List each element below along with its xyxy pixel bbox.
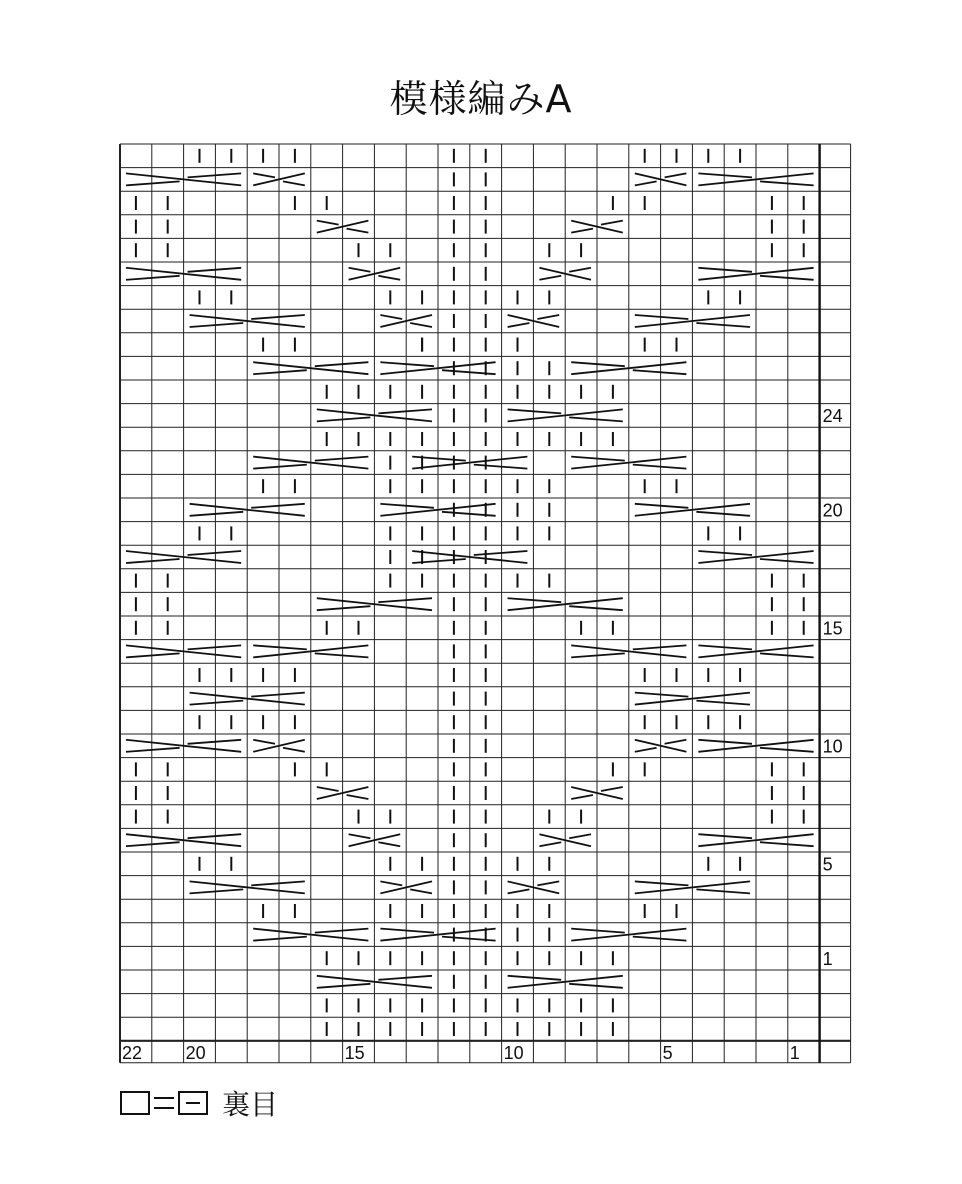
cable-cross: [378, 409, 432, 413]
cable-cross: [601, 221, 623, 225]
cable-cross: [601, 787, 623, 791]
column-number-label: 20: [185, 1042, 206, 1063]
cable-cross: [378, 598, 432, 602]
cable-cross: [635, 881, 689, 885]
cable-cross: [317, 606, 371, 610]
cable-cross: [569, 417, 623, 421]
cable-cross: [126, 748, 180, 752]
cable-cross: [539, 842, 561, 846]
cable-cross: [126, 653, 180, 657]
purl-symbol: [178, 1091, 208, 1115]
cable-cross: [633, 465, 687, 469]
cable-cross: [188, 834, 242, 838]
cable-cross: [378, 842, 400, 846]
cable-cross: [442, 370, 496, 374]
cable-cross: [412, 457, 466, 461]
cable-cross: [633, 645, 687, 649]
blank-cell-symbol: [120, 1091, 150, 1115]
cable-cross: [569, 606, 623, 610]
cable-cross: [571, 929, 625, 933]
equals-sign: [154, 1097, 174, 1109]
cable-cross: [251, 881, 305, 885]
cable-cross: [633, 937, 687, 941]
cable-cross: [410, 323, 432, 327]
cable-cross: [188, 645, 242, 649]
cable-cross: [412, 559, 466, 563]
cable-cross: [283, 181, 305, 185]
row-number-label: 15: [822, 618, 843, 639]
legend: [120, 1086, 278, 1120]
cable-cross: [698, 740, 752, 744]
cable-cross: [571, 653, 625, 657]
cable-cross: [283, 748, 305, 752]
cable-cross: [474, 551, 528, 555]
cable-cross: [508, 889, 530, 893]
cable-cross: [126, 276, 180, 280]
cable-cross: [315, 457, 369, 461]
cable-cross: [569, 268, 591, 272]
row-number-label: 10: [822, 736, 843, 757]
cable-cross: [760, 181, 814, 185]
cable-cross: [347, 795, 369, 799]
cable-cross: [539, 276, 561, 280]
cable-cross: [188, 173, 242, 177]
cable-cross: [537, 881, 559, 885]
cable-cross: [698, 834, 752, 838]
cable-cross: [188, 740, 242, 744]
column-number-label: 15: [344, 1042, 365, 1063]
row-number-label: 5: [822, 854, 833, 875]
cable-cross: [760, 748, 814, 752]
cable-cross: [635, 181, 657, 185]
cable-cross: [378, 976, 432, 980]
cable-cross: [569, 834, 591, 838]
cable-cross: [410, 889, 432, 893]
cable-cross: [571, 457, 625, 461]
cable-cross: [253, 645, 307, 649]
row-number-label: 24: [822, 406, 843, 427]
cable-cross: [251, 693, 305, 697]
cable-cross: [665, 740, 687, 744]
cable-cross: [508, 598, 562, 602]
legend-label: 裏目: [222, 1088, 279, 1121]
cable-cross: [253, 173, 275, 177]
cable-cross: [635, 504, 689, 508]
cable-cross: [635, 315, 689, 319]
cable-cross: [317, 984, 371, 988]
cable-cross: [696, 323, 750, 327]
cable-cross: [380, 929, 434, 933]
cable-cross: [508, 323, 530, 327]
cable-cross: [317, 787, 339, 791]
cable-cross: [696, 701, 750, 705]
cable-cross: [190, 701, 244, 705]
cable-cross: [442, 937, 496, 941]
cable-cross: [698, 173, 752, 177]
cable-cross: [317, 417, 371, 421]
cable-cross: [508, 976, 562, 980]
cable-cross: [317, 221, 339, 225]
cable-cross: [380, 315, 402, 319]
row-number-label: 1: [822, 949, 833, 969]
cable-cross: [442, 512, 496, 516]
cable-cross: [760, 842, 814, 846]
cable-cross: [188, 268, 242, 272]
cable-cross: [698, 268, 752, 272]
column-number-label: 5: [662, 1042, 673, 1063]
column-number-label: 1: [789, 1042, 800, 1063]
chart-title: 模様編みA: [389, 77, 573, 121]
cable-cross: [696, 512, 750, 516]
cable-cross: [665, 173, 687, 177]
cable-cross: [253, 465, 307, 469]
cable-cross: [537, 315, 559, 319]
cable-cross: [251, 315, 305, 319]
cable-cross: [126, 842, 180, 846]
cable-cross: [508, 409, 562, 413]
cable-cross: [698, 551, 752, 555]
cable-cross: [760, 276, 814, 280]
cable-cross: [188, 551, 242, 555]
cable-cross: [569, 984, 623, 988]
cable-cross: [380, 881, 402, 885]
cable-cross: [253, 937, 307, 941]
cable-cross: [698, 645, 752, 649]
cable-cross: [253, 370, 307, 374]
cable-cross: [474, 465, 528, 469]
cable-cross: [251, 504, 305, 508]
cable-cross: [253, 740, 275, 744]
cable-cross: [315, 362, 369, 366]
cable-cross: [635, 693, 689, 697]
cable-cross: [760, 653, 814, 657]
cable-cross: [571, 362, 625, 366]
cable-cross: [380, 362, 434, 366]
cable-cross: [635, 748, 657, 752]
cable-cross: [315, 653, 369, 657]
cable-cross: [696, 889, 750, 893]
cable-cross: [347, 229, 369, 233]
cable-cross: [126, 181, 180, 185]
cable-cross: [571, 229, 593, 233]
cable-cross: [760, 559, 814, 563]
cable-cross: [126, 559, 180, 563]
cable-cross: [315, 929, 369, 933]
cable-cross: [378, 276, 400, 280]
column-number-label: 22: [122, 1042, 143, 1063]
cable-cross: [380, 504, 434, 508]
column-number-label: 10: [503, 1042, 524, 1063]
cable-cross: [190, 889, 244, 893]
cable-cross: [571, 795, 593, 799]
cable-cross: [190, 323, 244, 327]
cable-cross: [633, 370, 687, 374]
cable-cross: [349, 834, 371, 838]
cable-cross: [190, 512, 244, 516]
cable-cross: [349, 268, 371, 272]
row-number-label: 20: [822, 500, 843, 521]
